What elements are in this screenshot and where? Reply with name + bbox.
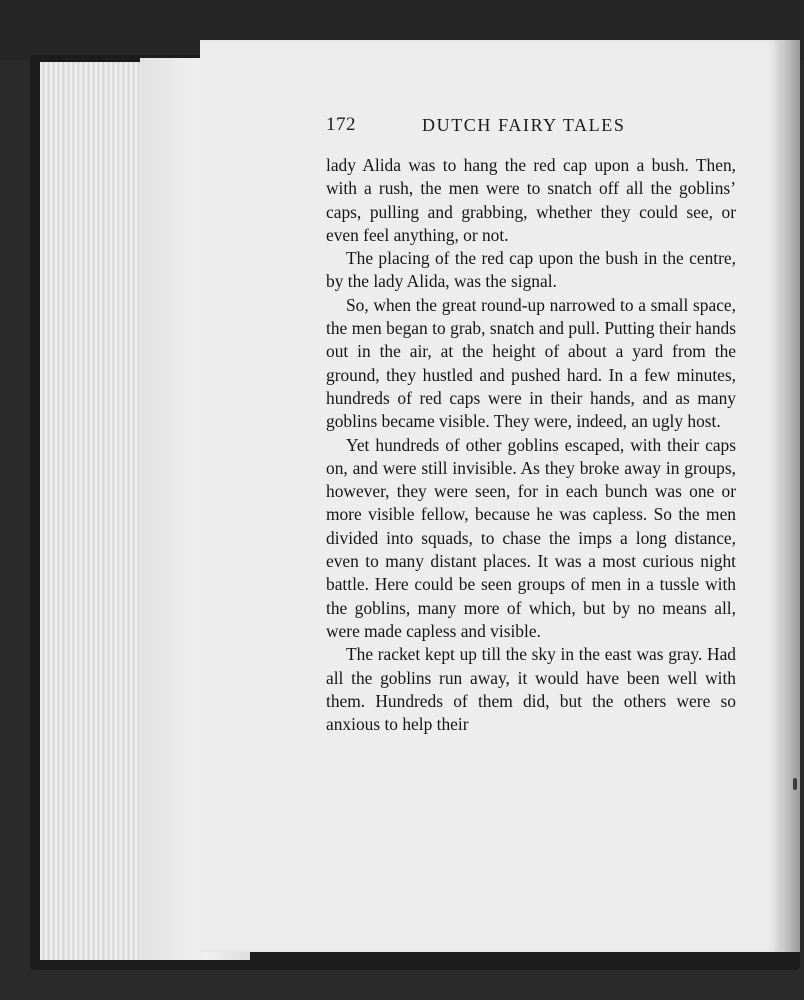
page-stack-edge: [40, 62, 156, 960]
paragraph-5: The racket kept up till the sky in the east was gray. Had all the goblins run away, it would have been well with them. Hundreds of them did, but the others were so anxious to help their: [326, 644, 736, 735]
body-text: [326, 154, 736, 736]
paragraph-4: Yet hundreds of other goblins escaped, with their caps on, and were still invisible. As they broke away in groups, however, they were seen, for in each bunch was one or more visible fellow, because he was capless. So the men divided into squads, to chase the imps a long distance, even to many distant places. It was a most curious night battle. Here could be seen groups of men in a tussle with the goblins, many more of which, but by no means all, were made capless and visible.: [326, 434, 736, 641]
page-number: 172: [326, 114, 356, 135]
paragraph-2: The placing of the red cap upon the bush in the centre, by the lady Alida, was the signal.: [326, 248, 736, 292]
page-header: [326, 114, 736, 144]
page-gutter-shadow: [782, 40, 800, 952]
paragraph-1: lady Alida was to hang the red cap upon a bush. Then, with a rush, the men were to snatch off all the goblins’ caps, pulling and grabbing, whether they could see, or even feel anything, or not.: [326, 155, 736, 245]
running-title: DUTCH FAIRY TALES: [422, 115, 626, 135]
paragraph-3: So, when the great round-up narrowed to a small space, the men began to grab, snatch and pull. Putting their hands out in the air, at the height of about a yard from the ground, they hustled and pushed hard. In a few minutes, hundreds of red caps were in their hands, and as many goblins became visible. They were, indeed, an ugly host.: [326, 294, 736, 432]
margin-mark: [793, 778, 797, 790]
